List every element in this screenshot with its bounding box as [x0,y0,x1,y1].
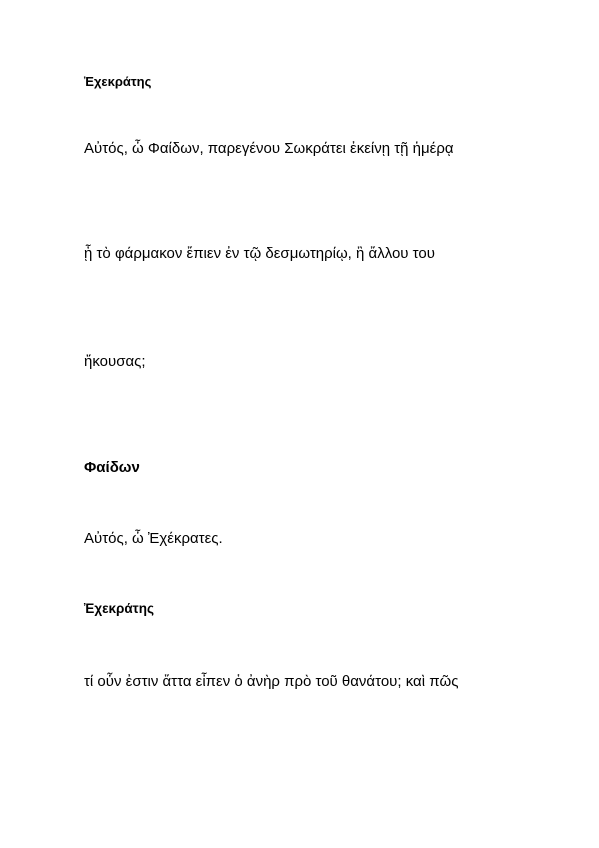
dialogue-line: τί οὖν ἐστιν ἅττα εἶπεν ὁ ἀνὴρ πρὸ τοῦ θανάτου; καὶ πῶς [84,673,459,690]
speaker-name: Ἐχεκράτης [84,601,154,616]
dialogue-line: ἤκουσας; [84,353,146,370]
dialogue-line: Αὐτός, ὦ Ἐχέκρατες. [84,530,223,547]
speaker-name: Ἐχεκράτης [84,74,152,89]
dialogue-line: Αὐτός, ὦ Φαίδων, παρεγένου Σωκράτει ἐκείνῃ τῇ ἡμέρᾳ [84,140,454,157]
dialogue-line: ᾗ τὸ φάρμακον ἔπιεν ἐν τῷ δεσμωτηρίῳ, ἢ ἄλλου του [84,245,435,262]
speaker-name: Φαίδων [84,459,140,476]
